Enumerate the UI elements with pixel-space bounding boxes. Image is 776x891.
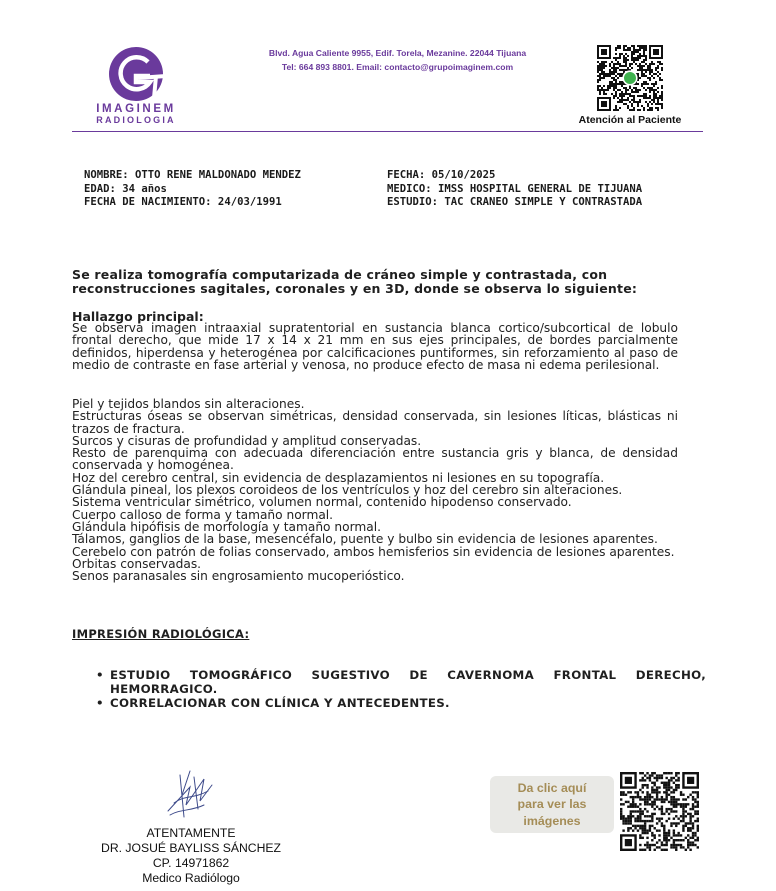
clinic-contact[interactable]: Tel: 664 893 8801. Email: contacto@grupoimaginem.com bbox=[281, 62, 514, 72]
referring-doctor: MEDICO: IMSS HOSPITAL GENERAL DE TIJUANA bbox=[387, 182, 643, 195]
finding-item: Estructuras óseas se observan simétricas, densidad conservada, sin lesiones líticas, blásticas ni trazos de fractura. bbox=[72, 409, 678, 436]
qr-code-icon[interactable] bbox=[620, 772, 699, 851]
header-divider bbox=[72, 131, 703, 132]
patient-age: EDAD: 34 años bbox=[84, 182, 167, 195]
finding-item: Glándula pineal, los plexos coroideos de los ventrículos y hoz del cerebro sin alteraciones. bbox=[72, 483, 623, 498]
patient-info-right bbox=[387, 169, 642, 210]
findings-list bbox=[72, 398, 678, 582]
report-intro-line-2: reconstrucciones sagitales, coronales y en 3D, donde se observa lo siguiente: bbox=[72, 281, 638, 296]
view-images-button[interactable] bbox=[490, 776, 614, 833]
signer-license: CP. 14971862 bbox=[152, 856, 230, 870]
finding-item: Orbitas conservadas. bbox=[72, 556, 202, 571]
impression-title: IMPRESIÓN RADIOLÓGICA: bbox=[72, 627, 250, 641]
signer-closing: ATENTAMENTE bbox=[146, 826, 236, 840]
main-finding-text: Se observa imagen intraaxial supratentorial en sustancia blanca cortico/subcortical de lobulo frontal derecho, que mide 17 x 14 x 21 mm en sus ejes principales, de bordes parcialmente definidos, hiperdensa y heterogénea por calcificaciones puntiformes, sin reforzamiento al paso de medio de contraste en fase arterial y venosa, no produce efecto de masa ni edema perilesional. bbox=[72, 321, 678, 372]
impression-list bbox=[96, 668, 706, 710]
finding-item: Cuerpo calloso de forma y tamaño normal. bbox=[72, 507, 334, 522]
finding-item: Surcos y cisuras de profundidad y amplitud conservadas. bbox=[72, 433, 422, 448]
patient-info-left bbox=[84, 169, 301, 210]
finding-item: Piel y tejidos blandos sin alteraciones. bbox=[72, 397, 305, 411]
finding-item: Tálamos, ganglios de la base, mesencéfalo, puente y bulbo sin evidencia de lesiones aparentes. bbox=[72, 532, 658, 547]
main-finding-title: Hallazgo principal: bbox=[72, 309, 204, 324]
study-date: FECHA: 05/10/2025 bbox=[387, 169, 496, 181]
imaginem-logo bbox=[78, 46, 194, 126]
finding-item: Resto de parenquima con adecuada diferenciación entre sustancia gris y blanca, de densidad conservada y homogénea. bbox=[72, 446, 678, 473]
patient-name: NOMBRE: OTTO RENE MALDONADO MENDEZ bbox=[84, 169, 301, 181]
qr-code-icon[interactable] bbox=[597, 45, 663, 111]
signer-name: DR. JOSUÉ BAYLISS SÁNCHEZ bbox=[101, 841, 281, 855]
impression-item: • ESTUDIO TOMOGRÁFICO SUGESTIVO DE CAVERNOMA FRONTAL DERECHO, HEMORRAGICO. bbox=[96, 668, 706, 696]
svg-text:IMAGINEM: IMAGINEM bbox=[96, 103, 176, 115]
report-intro-line-1: Se realiza tomografía computarizada de cráneo simple y contrastada, con bbox=[72, 267, 608, 282]
patient-birth-date: FECHA DE NACIMIENTO: 24/03/1991 bbox=[84, 196, 282, 208]
finding-item: Senos paranasales sin engrosamiento mucoperióstico. bbox=[72, 569, 405, 584]
signer-role: Medico Radiólogo bbox=[142, 871, 240, 885]
finding-item: Hoz del cerebro central, sin evidencia de desplazamientos ni lesiones en su topografía. bbox=[72, 470, 605, 485]
study-name: ESTUDIO: TAC CRANEO SIMPLE Y CONTRASTADA bbox=[387, 196, 643, 208]
report-intro bbox=[72, 268, 678, 296]
finding-item: Glándula hipófisis de morfología y tamaño normal. bbox=[72, 519, 381, 534]
svg-text:RADIOLOGIA: RADIOLOGIA bbox=[96, 115, 176, 125]
view-images-label: Da clic aquí para ver las imágenes bbox=[517, 780, 587, 828]
signer-block bbox=[80, 826, 302, 886]
clinic-address: Blvd. Agua Caliente 9955, Edif. Torela, Mezanine. 22044 Tijuana bbox=[268, 48, 527, 58]
clinic-contact-block bbox=[210, 46, 585, 74]
finding-item: Sistema ventricular simétrico, volumen normal, contenido hipodenso conservado. bbox=[72, 495, 572, 510]
patient-attention-label: Atención al Paciente bbox=[578, 114, 682, 126]
finding-item: Cerebelo con patrón de folias conservado, ambos hemisferios sin evidencia de lesiones aparentes. bbox=[72, 544, 675, 559]
impression-item: • CORRELACIONAR CON CLÍNICA Y ANTECEDENTES. bbox=[96, 696, 706, 710]
signature-image bbox=[160, 765, 220, 825]
